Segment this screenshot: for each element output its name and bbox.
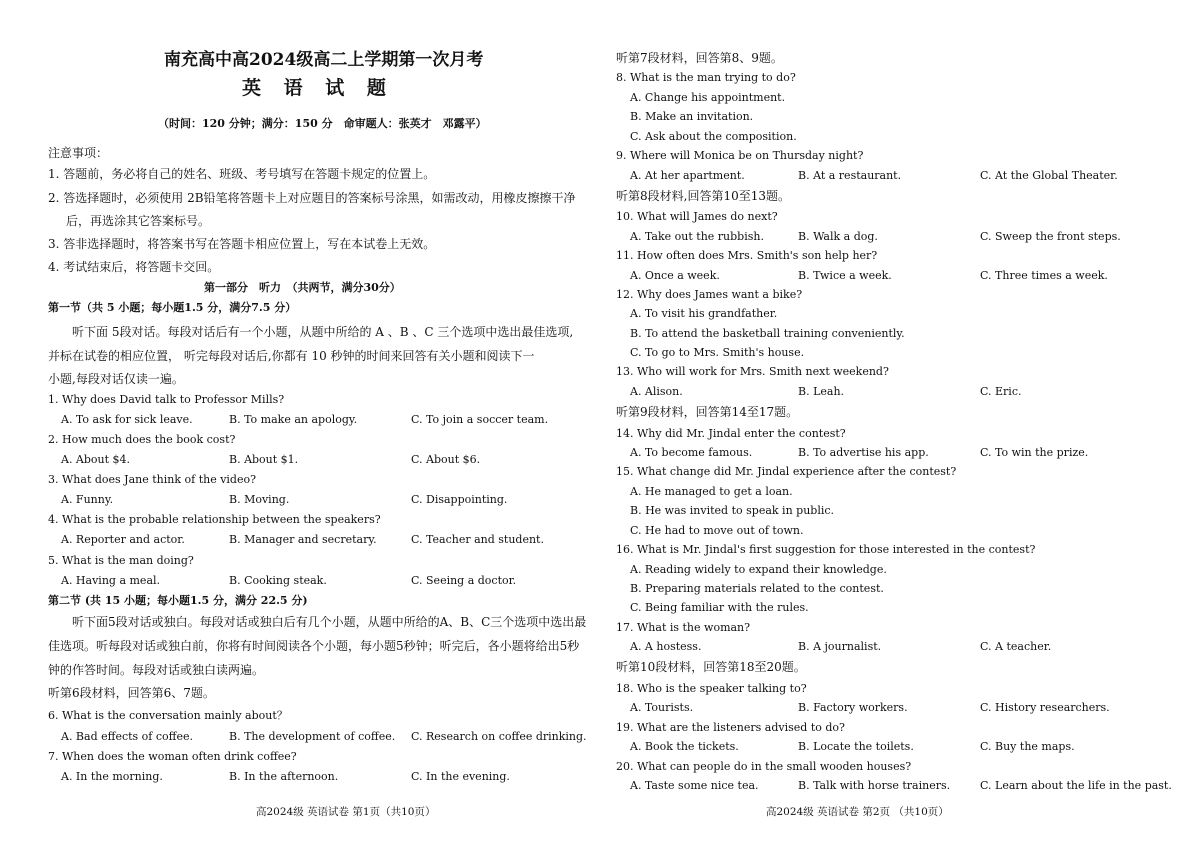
question-1: 1. Why does David talk to Professor Mills? <box>48 393 285 406</box>
question-20-option-c: C. Learn about the life in the past. <box>980 779 1172 792</box>
question-10-option-c: C. Sweep the front steps. <box>980 230 1121 243</box>
section2-heading: 第二节 (共 15 小题；每小题1.5 分，满分 22.5 分) <box>48 594 308 607</box>
question-8-option-c: C. Ask about the composition. <box>630 130 797 143</box>
question-19-option-b: B. Locate the toilets. <box>798 740 914 753</box>
question-4-option-a: A. Reporter and actor. <box>61 533 185 546</box>
question-12: 12. Why does James want a bike? <box>616 288 803 301</box>
question-11: 11. How often does Mrs. Smith's son help her? <box>616 249 878 262</box>
question-16: 16. What is Mr. Jindal's first suggestion for those interested in the contest? <box>616 543 1036 556</box>
question-9-option-c: C. At the Global Theater. <box>980 169 1118 182</box>
question-11-option-b: B. Twice a week. <box>798 269 892 282</box>
question-15-option-c: C. He had to move out of town. <box>630 524 804 537</box>
question-4-option-b: B. Manager and secretary. <box>229 533 377 546</box>
question-14-option-b: B. To advertise his app. <box>798 446 929 459</box>
left-page-footer: 高2024级 英语试卷 第1页（共10页） <box>256 806 436 818</box>
question-12-option-c: C. To go to Mrs. Smith's house. <box>630 346 805 359</box>
question-13-option-b: B. Leah. <box>798 385 845 398</box>
question-10-option-b: B. Walk a dog. <box>798 230 878 243</box>
part1-heading: 第一部分 听力 （共两节，满分30分） <box>204 281 401 294</box>
question-7-option-a: A. In the morning. <box>61 770 163 783</box>
question-16-option-a: A. Reading widely to expand their knowledge. <box>630 563 887 576</box>
question-19-option-c: C. Buy the maps. <box>980 740 1075 753</box>
question-18: 18. Who is the speaker talking to? <box>616 682 807 695</box>
question-12-option-a: A. To visit his grandfather. <box>630 307 778 320</box>
question-3-option-c: C. Disappointing. <box>411 493 508 506</box>
question-6-option-b: B. The development of coffee. <box>229 730 396 743</box>
question-9-option-a: A. At her apartment. <box>630 169 745 182</box>
section1-instr-2: 并标在试卷的相应位置， 听完每段对话后,你都有 10 秒钟的时间来回答有关小题和阅读下一 <box>48 349 535 363</box>
question-17-option-b: B. A journalist. <box>798 640 882 653</box>
question-5-option-c: C. Seeing a doctor. <box>411 574 517 587</box>
question-8-option-b: B. Make an invitation. <box>630 110 754 123</box>
question-1-option-b: B. To make an apology. <box>229 413 358 426</box>
question-3-option-a: A. Funny. <box>61 493 114 506</box>
notice-2: 2. 答选择题时，必须使用 2B铅笔将答题卡上对应题目的答案标号涂黑，如需改动，用橡皮擦擦干净 <box>48 191 576 205</box>
question-18-option-c: C. History researchers. <box>980 701 1110 714</box>
material-7-heading: 听第7段材料，回答第8、9题。 <box>616 51 783 65</box>
question-5-option-b: B. Cooking steak. <box>229 574 327 587</box>
question-3-option-b: B. Moving. <box>229 493 290 506</box>
section2-instr-2: 佳选项。听每段对话或独白前，你将有时间阅读各个小题，每小题5秒钟；听完后，各小题将给出5秒 <box>48 639 580 653</box>
question-15: 15. What change did Mr. Jindal experience after the contest? <box>616 465 957 478</box>
exam-subject: 英 语 试 题 <box>242 77 394 99</box>
notice-3: 3. 答非选择题时，将答案书写在答题卡相应位置上，写在本试卷上无效。 <box>48 237 436 251</box>
question-5-option-a: A. Having a meal. <box>61 574 161 587</box>
question-1-option-a: A. To ask for sick leave. <box>61 413 193 426</box>
notice-heading: 注意事项： <box>48 146 109 160</box>
question-19-option-a: A. Book the tickets. <box>630 740 739 753</box>
question-6-option-a: A. Bad effects of coffee. <box>61 730 193 743</box>
question-15-option-a: A. He managed to get a loan. <box>630 485 793 498</box>
question-3: 3. What does Jane think of the video? <box>48 473 257 486</box>
material-6-heading: 听第6段材料，回答第6、7题。 <box>48 686 215 700</box>
question-13: 13. Who will work for Mrs. Smith next weekend? <box>616 365 889 378</box>
question-17-option-a: A. A hostess. <box>630 640 702 653</box>
question-13-option-c: C. Eric. <box>980 385 1022 398</box>
notice-2-cont: 后，再选涂其它答案标号。 <box>66 214 211 228</box>
question-1-option-c: C. To join a soccer team. <box>411 413 549 426</box>
material-10-heading: 听第10段材料，回答第18至20题。 <box>616 660 806 674</box>
question-10-option-a: A. Take out the rubbish. <box>630 230 764 243</box>
question-8: 8. What is the man trying to do? <box>616 71 796 84</box>
question-6-option-c: C. Research on coffee drinking. <box>411 730 587 743</box>
question-14-option-a: A. To become famous. <box>630 446 753 459</box>
question-14-option-c: C. To win the prize. <box>980 446 1089 459</box>
question-5: 5. What is the man doing? <box>48 554 194 567</box>
question-15-option-b: B. He was invited to speak in public. <box>630 504 835 517</box>
question-19: 19. What are the listeners advised to do? <box>616 721 845 734</box>
question-20-option-a: A. Taste some nice tea. <box>630 779 759 792</box>
material-9-heading: 听第9段材料，回答第14至17题。 <box>616 405 799 419</box>
question-17: 17. What is the woman? <box>616 621 751 634</box>
exam-meta: （时间：120 分钟；满分：150 分 命审题人：张英才 邓露平） <box>158 117 487 130</box>
section1-instr-1: 听下面 5段对话。每段对话后有一个小题，从题中所给的 A 、B 、C 三个选项中选出最佳选项, <box>72 325 574 339</box>
question-2: 2. How much does the book cost? <box>48 433 236 446</box>
notice-4: 4. 考试结束后，将答题卡交回。 <box>48 260 220 274</box>
question-4: 4. What is the probable relationship between the speakers? <box>48 513 381 526</box>
section2-instr-1: 听下面5段对话或独白。每段对话或独白后有几个小题，从题中所给的A、B、C三个选项中选出最 <box>72 615 587 629</box>
question-7-option-c: C. In the evening. <box>411 770 510 783</box>
question-6: 6. What is the conversation mainly about？ <box>48 709 288 722</box>
question-18-option-a: A. Tourists. <box>630 701 694 714</box>
question-11-option-c: C. Three times a week. <box>980 269 1108 282</box>
question-16-option-b: B. Preparing materials related to the contest. <box>630 582 884 595</box>
question-16-option-c: C. Being familiar with the rules. <box>630 601 809 614</box>
question-12-option-b: B. To attend the basketball training conveniently. <box>630 327 905 340</box>
question-14: 14. Why did Mr. Jindal enter the contest? <box>616 427 846 440</box>
material-8-heading: 听第8段材料,回答第10至13题。 <box>616 189 790 203</box>
question-18-option-b: B. Factory workers. <box>798 701 908 714</box>
question-9-option-b: B. At a restaurant. <box>798 169 902 182</box>
notice-1: 1. 答题前，务必将自己的姓名、班级、考号填写在答题卡规定的位置上。 <box>48 167 436 181</box>
question-9: 9. Where will Monica be on Thursday night? <box>616 149 864 162</box>
question-10: 10. What will James do next? <box>616 210 778 223</box>
right-page-footer: 高2024级 英语试卷 第2页 （共10页） <box>766 806 949 818</box>
question-2-option-c: C. About $6. <box>411 453 481 466</box>
question-20-option-b: B. Talk with horse trainers. <box>798 779 951 792</box>
question-2-option-a: A. About $4. <box>61 453 131 466</box>
question-8-option-a: A. Change his appointment. <box>630 91 786 104</box>
question-20: 20. What can people do in the small wooden houses? <box>616 760 912 773</box>
question-17-option-c: C. A teacher. <box>980 640 1052 653</box>
question-4-option-c: C. Teacher and student. <box>411 533 544 546</box>
section1-instr-3: 小题,每段对话仅读一遍。 <box>48 372 184 386</box>
section2-instr-3: 钟的作答时间。每段对话或独白读两遍。 <box>48 663 265 677</box>
section1-heading: 第一节（共 5 小题；每小题1.5 分，满分7.5 分） <box>48 301 297 314</box>
question-7-option-b: B. In the afternoon. <box>229 770 339 783</box>
question-7: 7. When does the woman often drink coffee? <box>48 750 297 763</box>
exam-title: 南充高中高2024级高二上学期第一次月考 <box>164 50 484 70</box>
question-11-option-a: A. Once a week. <box>630 269 720 282</box>
question-13-option-a: A. Alison. <box>630 385 683 398</box>
question-2-option-b: B. About $1. <box>229 453 299 466</box>
